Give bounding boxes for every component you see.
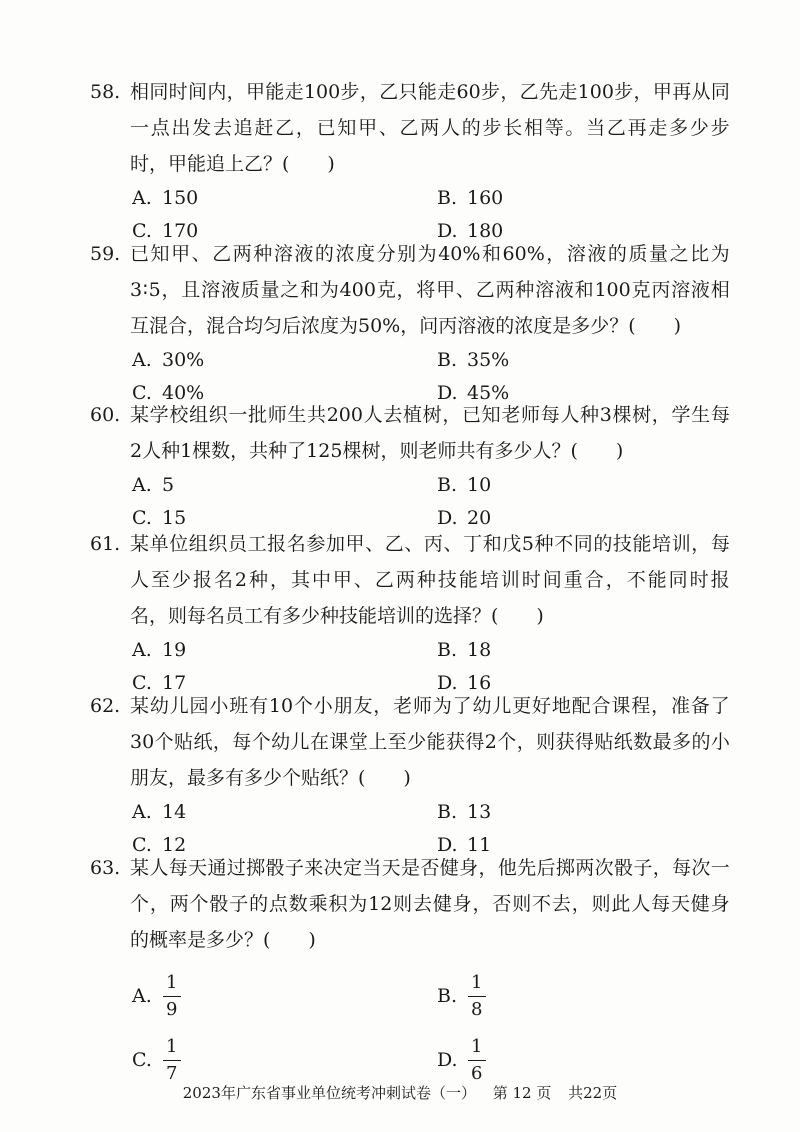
option-c: C. $\frac{1}{7}$ — [132, 1030, 181, 1090]
question-text: 某 学 校 组 织 一 批 师 生 共 200 人 去 植 树 ， 已 知 老 师 每 人 种 3 棵 树 ， 学 生 每 — [130, 404, 730, 426]
question-number: 60. — [90, 404, 121, 426]
option-b: B. 160 — [437, 187, 504, 209]
question-63 — [90, 850, 730, 1098]
question-text: 一 点 出 发 去 追 赶 乙 ， 已 知 甲 、 乙 两 人 的 步 长 相 等 。 当 乙 再 走 多 少 步 — [130, 117, 730, 139]
question-text: 某 单 位 组 织 员 工 报 名 参 加 甲 、 乙 、 丙 、 丁 和 戊 5 种 不 同 的 技 能 培 训 ， 每 — [130, 533, 730, 555]
question-59 — [90, 236, 730, 410]
question-text: 朋友，最多有多少个贴纸？ — [130, 767, 359, 789]
question-line — [90, 236, 730, 272]
option-b: B. 18 — [437, 639, 492, 661]
question-text: 2人种1棵数，共种了125棵树，则老师共有多少人？ — [130, 440, 571, 462]
option-d: D. 180 — [437, 220, 504, 242]
question-61 — [90, 526, 730, 700]
option-d: D. 11 — [437, 834, 492, 856]
answer-paren: ( ) — [491, 605, 544, 627]
option-a: A. 14 — [132, 801, 187, 823]
answer-paren: ( ) — [358, 767, 411, 789]
question-line — [90, 886, 730, 922]
option-d: D. $\frac{1}{6}$ — [437, 1030, 486, 1090]
question-number: 62. — [90, 695, 121, 717]
fraction: $\frac{1}{8}$ — [467, 972, 486, 1021]
footer-total-pages: 共22页 — [568, 1084, 618, 1102]
option-a: A. 30% — [132, 349, 205, 371]
option-c: C. 12 — [132, 834, 187, 856]
option-a: A. 150 — [132, 187, 199, 209]
question-line — [90, 110, 730, 146]
question-text: 互混合，混合均匀后浓度为50%，问丙溶液的浓度是多少？ — [130, 315, 629, 337]
option-b: B. 10 — [437, 474, 492, 496]
question-number: 58. — [90, 81, 121, 103]
question-text: 30 个 贴 纸 ， 每 个 幼 儿 在 课 堂 上 至 少 能 获 得 2 个 ， 则 获 得 贴 纸 数 最 多 的 小 — [130, 731, 730, 753]
option-a: A. 19 — [132, 639, 187, 661]
question-62 — [90, 688, 730, 862]
option-a: A. 5 — [132, 474, 175, 496]
answer-paren: ( ) — [570, 440, 624, 462]
option-d: D. 45% — [437, 382, 510, 404]
answer-paren: ( ) — [263, 929, 316, 951]
question-line — [90, 397, 730, 433]
question-line — [90, 272, 730, 308]
question-line — [90, 74, 730, 110]
question-text: 某 幼 儿 园 小 班 有 10 个 小 朋 友 ， 老 师 为 了 幼 儿 更 好 地 配 合 课 程 ， 准 备 了 — [130, 695, 730, 717]
question-line — [90, 850, 730, 886]
answer-paren: ( ) — [628, 315, 682, 337]
fraction: $\frac{1}{9}$ — [162, 972, 181, 1021]
question-line — [90, 688, 730, 724]
question-line — [90, 526, 730, 562]
question-text: 相 同 时 间 内 ， 甲 能 走 100 步 ， 乙 只 能 走 60 步 ， 乙 先 走 100 步 ， 甲 再 从 同 — [130, 81, 730, 103]
option-b: B. 13 — [437, 801, 492, 823]
answer-paren: ( ) — [282, 153, 335, 175]
question-line — [90, 598, 730, 634]
question-text: 某 人 每 天 通 过 掷 骰 子 来 决 定 当 天 是 否 健 身 ， 他 先 后 掷 两 次 骰 子 ， 每 次 一 — [130, 857, 730, 879]
fraction-options — [90, 958, 730, 1098]
fraction: $\frac{1}{6}$ — [467, 1036, 486, 1085]
option-c: C. 170 — [132, 220, 199, 242]
option-c: C. 17 — [132, 672, 187, 694]
question-text: 3 ∶ 5 ， 且 溶 液 质 量 之 和 为 400 克 ， 将 甲 、 乙 两 种 溶 液 和 100 克 丙 溶 液 相 — [130, 279, 730, 301]
question-60 — [90, 397, 730, 535]
question-number: 59. — [90, 243, 121, 265]
option-b: B. $\frac{1}{8}$ — [437, 966, 486, 1026]
question-58 — [90, 74, 730, 248]
question-text: 已 知 甲 、 乙 两 种 溶 液 的 浓 度 分 别 为 40% 和 60% ， 溶 液 的 质 量 之 比 为 — [130, 243, 730, 265]
question-line — [90, 562, 730, 598]
question-line — [90, 724, 730, 760]
page-footer — [0, 1083, 800, 1103]
question-line — [90, 146, 730, 182]
question-text: 名，则每名员工有多少种技能培训的选择？ — [130, 605, 492, 627]
option-b: B. 35% — [437, 349, 510, 371]
footer-page-number: 第 12 页 — [492, 1084, 552, 1102]
question-text: 时，甲能追上乙？ — [130, 153, 283, 175]
question-text: 个 ， 两 个 骰 子 的 点 数 乘 积 为 12 则 去 健 身 ， 否 则 不 去 ， 则 此 人 每 天 健 身 — [130, 893, 730, 915]
fraction: $\frac{1}{7}$ — [162, 1036, 181, 1085]
question-line — [90, 308, 730, 344]
option-a: A. $\frac{1}{9}$ — [132, 966, 181, 1026]
option-d: D. 20 — [437, 507, 492, 529]
question-number: 63. — [90, 857, 121, 879]
question-line — [90, 433, 730, 469]
question-line — [90, 760, 730, 796]
question-text: 的概率是多少？ — [130, 929, 264, 951]
footer-title: 2023年广东省事业单位统考冲刺试卷（一） — [182, 1084, 476, 1102]
question-number: 61. — [90, 533, 121, 555]
question-text: 人 至 少 报 名 2 种 ， 其 中 甲 、 乙 两 种 技 能 培 训 时 间 重 合 ， 不 能 同 时 报 — [130, 569, 730, 591]
option-c: C. 40% — [132, 382, 205, 404]
option-c: C. 15 — [132, 507, 187, 529]
option-d: D. 16 — [437, 672, 492, 694]
question-line — [90, 922, 730, 958]
